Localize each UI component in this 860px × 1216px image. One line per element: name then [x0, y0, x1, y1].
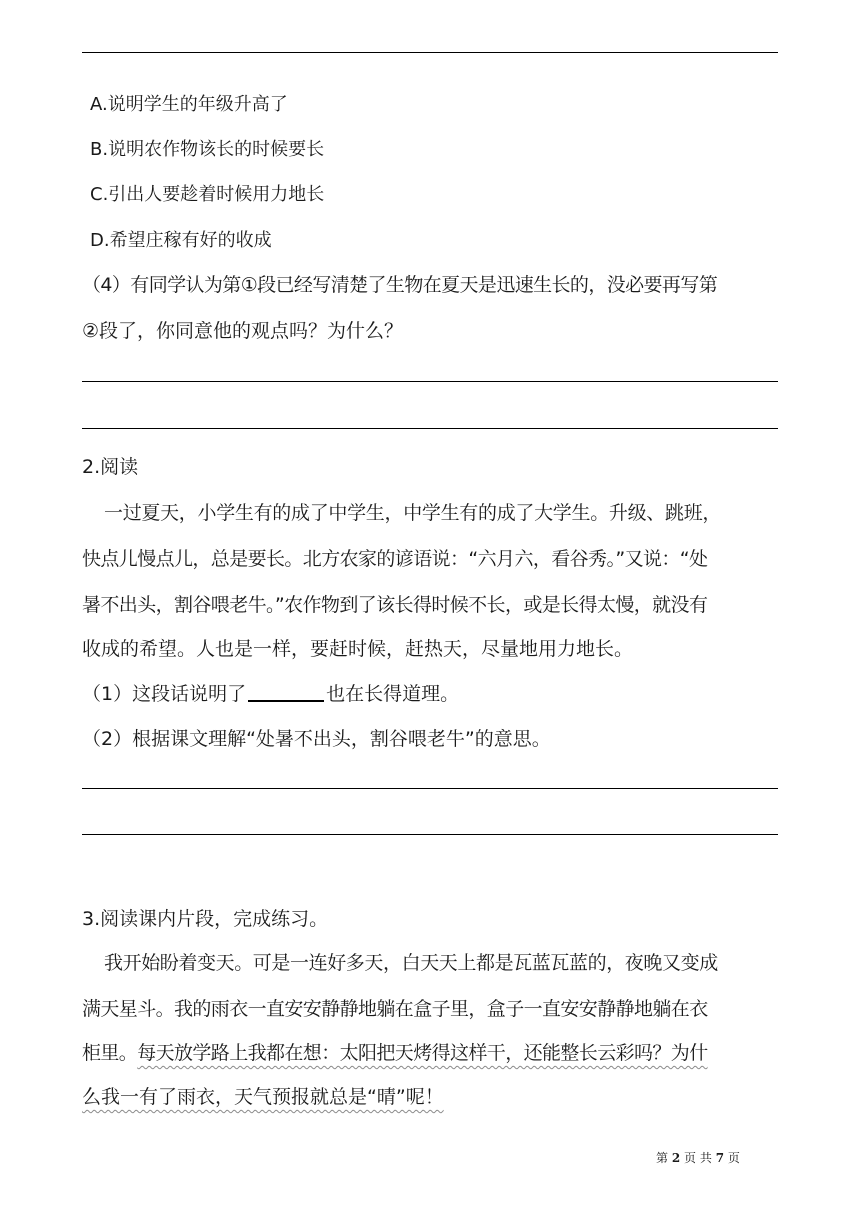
- total-pages-number: 7: [715, 1151, 725, 1165]
- q3-line4-wavy: 么我一有了雨衣，天气预报就总是“晴”呢！: [82, 1086, 444, 1108]
- answer-line[interactable]: [82, 428, 778, 429]
- footer-ye: 页: [684, 1151, 697, 1165]
- option-a: A.说明学生的年级升高了: [90, 94, 288, 115]
- top-rule: [82, 52, 778, 53]
- fill-in-blank[interactable]: [248, 680, 324, 702]
- q3-line3-plain: 柜里。: [82, 1042, 138, 1064]
- q2-sub1-before: （1）这段话说明了: [82, 683, 247, 705]
- footer-ye2: 页: [727, 1151, 740, 1165]
- footer-di: 第: [656, 1151, 669, 1165]
- answer-line[interactable]: [82, 788, 778, 789]
- option-c: C.引出人要趁着时候用力地长: [90, 184, 325, 205]
- footer-gong: 共: [699, 1151, 712, 1165]
- page-footer: [656, 1150, 740, 1166]
- q3-passage-line: 满天星斗。我的雨衣一直安安静静地躺在盒子里，盒子一直安安静静地躺在衣: [82, 998, 708, 1020]
- q3-passage-line: 我开始盼着变天。可是一连好多天，白天天上都是瓦蓝瓦蓝的，夜晚又变成: [104, 952, 718, 974]
- q2-passage-line: 快点儿慢点儿，总是要长。北方农家的谚语说：“六月六，看谷秀。”又说：“处: [82, 548, 708, 570]
- q2-sub2: （2）根据课文理解“处暑不出头，割谷喂老牛”的意思。: [82, 728, 551, 750]
- answer-line[interactable]: [82, 381, 778, 382]
- q2-passage-line: 收成的希望。人也是一样，要赶时候，赶热天，尽量地用力地长。: [82, 638, 634, 660]
- q2-title: 2.阅读: [82, 456, 139, 478]
- current-page-number: 2: [671, 1151, 681, 1165]
- q1-sub4-line1: （4）有同学认为第①段已经写清楚了生物在夏天是迅速生长的，没必要再写第: [82, 274, 718, 296]
- q2-passage-line: 一过夏天，小学生有的成了中学生，中学生有的成了大学生。升级、跳班，: [104, 502, 722, 524]
- q2-sub1: [82, 680, 778, 707]
- option-b: B.说明农作物该长的时候要长: [90, 139, 325, 160]
- q3-line3-wavy: 每天放学路上我都在想：太阳把天烤得这样干，还能整长云彩吗？为什: [137, 1042, 708, 1064]
- q1-sub4-line2: ②段了，你同意他的观点吗？为什么？: [82, 320, 404, 342]
- q2-sub1-after: 也在长得道理。: [326, 683, 460, 705]
- option-d: D.希望庄稼有好的收成: [90, 230, 272, 251]
- q3-passage-line3: [82, 1040, 778, 1066]
- q3-title: 3.阅读课内片段，完成练习。: [82, 908, 329, 930]
- q3-passage-line4: [82, 1084, 778, 1110]
- q2-passage-line: 暑不出头，割谷喂老牛。”农作物到了该长得时候不长，或是长得太慢，就没有: [82, 594, 708, 616]
- answer-line[interactable]: [82, 834, 778, 835]
